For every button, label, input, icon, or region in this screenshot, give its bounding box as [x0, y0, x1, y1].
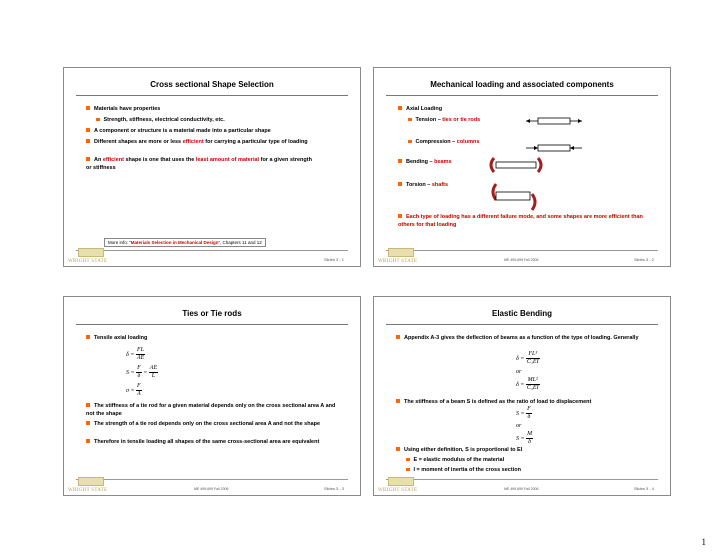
slide-title: Elastic Bending: [491, 309, 552, 318]
tension-rod-icon: [524, 112, 584, 130]
slide-number: Slides 3 - 4: [633, 486, 654, 491]
sub-bullet: E = elastic modulus of the material: [406, 457, 504, 465]
or-label: or: [516, 423, 522, 429]
bullet: Materials have properties: [86, 106, 160, 114]
stress-equation: σ = $\frac{F}{A}$: [126, 383, 141, 397]
bullet: The stiffness of a beam S is defined as the ratio of load to displacement: [396, 399, 656, 407]
bullet: Each type of loading has a different failure mode, and some shapes are more efficient than others for that loading: [398, 214, 643, 228]
footer-rule: [386, 250, 658, 251]
footer-rule: [76, 479, 348, 480]
wright-state-logo: WRIGHT STATE: [378, 248, 422, 264]
bullet: Axial Loading: [398, 106, 442, 114]
slide-4: [373, 296, 671, 496]
divider: [76, 95, 348, 96]
bullet: Tensile axial loading: [86, 335, 147, 343]
sub-bullet: I = moment of inertia of the cross section: [406, 467, 521, 475]
beam-deflection-force-equation: δ = $\frac{\text{FL³}}{\text{C₁EI}}$: [516, 351, 539, 365]
wright-state-logo: WRIGHT STATE: [378, 477, 422, 493]
page-number: 1: [701, 537, 706, 547]
slide-title: Cross sectional Shape Selection: [150, 80, 274, 89]
course-label: ME 499-699 Fall 2006: [504, 487, 539, 491]
bullet: Different shapes are more or less efficient for carrying a particular type of loading: [86, 139, 316, 147]
stiffness-equation: S = $\frac{F}{\delta}$ = $\frac{AE}{L}$: [126, 365, 158, 379]
course-label: ME 499-699 Fall 2006: [194, 487, 229, 491]
bullet: The stiffness of a tie rod for a given material depends only on the cross sectional area A and not the shape: [86, 403, 336, 417]
slide-2: [373, 67, 671, 267]
bullet: A component or structure is a material made into a particular shape: [86, 128, 346, 136]
footer-rule: [386, 479, 658, 480]
course-label: ME 499-699 Fall 2006: [504, 258, 539, 262]
slide-title: Ties or Tie rods: [182, 309, 242, 318]
bullet: Therefore in tensile loading all shapes of the same cross-sectional area are equivalent: [86, 439, 341, 447]
divider: [76, 324, 348, 325]
deflection-equation: δ = $\frac{FL}{AE}$: [126, 347, 145, 361]
reference-note: More info: “Materials Selection in Mechanical Design”, Chapters 11 and 12: [104, 238, 266, 247]
bullet: An efficient shape is one that uses the least amount of material for a given strength or stiffness: [86, 157, 312, 171]
slide-1: [63, 67, 361, 267]
bending-beam-icon: [486, 154, 546, 176]
sub-bullet: Tension – ties or tie rods: [408, 117, 480, 125]
divider: [386, 95, 658, 96]
slide-number: Slides 3 - 2: [633, 257, 654, 262]
wright-state-logo: WRIGHT STATE: [68, 248, 112, 264]
slide-title: Mechanical loading and associated components: [430, 80, 614, 89]
slide-number: Slides 3 - 1: [323, 257, 344, 262]
bullet: Bending – beams: [398, 159, 452, 167]
divider: [386, 324, 658, 325]
slide-3: [63, 296, 361, 496]
bullet: Torsion – shafts: [398, 182, 448, 190]
bullet: Appendix A-3 gives the deflection of beams as a function of the type of loading. Generally: [396, 335, 656, 343]
torsion-shaft-icon: [484, 178, 544, 214]
sub-bullet: Compression – columns: [408, 139, 479, 147]
wright-state-logo: WRIGHT STATE: [68, 477, 112, 493]
beam-stiffness-moment-equation: S = $\frac{M}{\delta}$: [516, 431, 533, 445]
bullet: Using either definition, S is proportional to EI: [396, 447, 522, 455]
bullet: The strength of a tie rod depends only on the cross sectional area A and not the shape: [86, 421, 341, 429]
beam-deflection-moment-equation: δ = $\frac{\text{ML²}}{\text{C₂EI}}$: [516, 377, 539, 391]
beam-stiffness-force-equation: S = $\frac{F}{\delta}$: [516, 406, 531, 420]
or-label: or: [516, 369, 522, 375]
sub-bullet: Strength, stiffness, electrical conductivity, etc.: [96, 117, 225, 125]
footer-rule: [76, 250, 348, 251]
slide-number: Slides 3 - 3: [323, 486, 344, 491]
